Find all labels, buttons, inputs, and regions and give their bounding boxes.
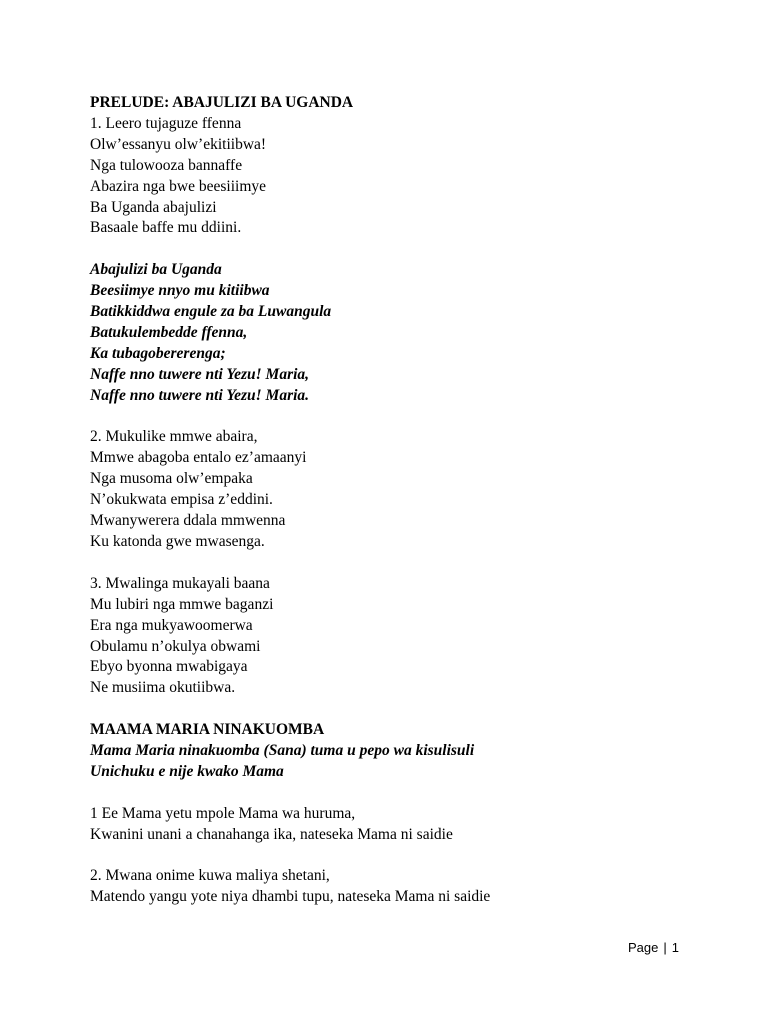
page-label: Page — [628, 940, 659, 955]
chorus-line: Batikkiddwa engule za ba Luwangula — [90, 303, 332, 321]
verse-line: Era nga mukyawoomerwa — [90, 616, 253, 634]
verse-line: Kwanini unani a chanahanga ika, nateseka Mama ni saidie — [90, 825, 453, 843]
verse-line: Olw’essanyu olw’ekitiibwa! — [90, 135, 267, 153]
verse-line: 1. Leero tujaguze ffenna — [90, 114, 242, 132]
spacer — [90, 699, 730, 720]
verse-line: Abazira nga bwe beesiiimye — [90, 177, 267, 195]
verse-line: Nga musoma olw’empaka — [90, 470, 253, 488]
chorus-line: Unichuku e nije kwako Mama — [90, 762, 284, 780]
verse-line: Mu lubiri nga mmwe baganzi — [90, 595, 274, 613]
chorus-line: Naffe nno tuwere nti Yezu! Maria, — [90, 365, 310, 383]
verse-1 — [90, 114, 730, 239]
verse-line: 2. Mwana onime kuwa maliya shetani, — [90, 867, 330, 885]
document-body — [90, 93, 730, 908]
verse-3 — [90, 574, 730, 699]
page-footer — [628, 939, 679, 957]
chorus-line: Beesiimye nnyo mu kitiibwa — [90, 282, 270, 300]
verse-line: Ba Uganda abajulizi — [90, 198, 217, 216]
chorus-line: Abajulizi ba Uganda — [90, 261, 222, 279]
verse-mama-2 — [90, 866, 730, 908]
verse-line: 2. Mukulike mmwe abaira, — [90, 428, 258, 446]
verse-line: Ebyo byonna mwabigaya — [90, 658, 248, 676]
chorus-abajulizi — [90, 260, 730, 406]
verse-line: Mwanywerera ddala mmwenna — [90, 512, 286, 530]
verse-line: Ne musiima okutiibwa. — [90, 679, 236, 697]
verse-line: N’okukwata empisa z’eddini. — [90, 491, 273, 509]
spacer — [90, 239, 730, 260]
chorus-line: Mama Maria ninakuomba (Sana) tuma u pepo wa kisulisuli — [90, 742, 475, 760]
verse-line: Matendo yangu yote niya dhambi tupu, nateseka Mama ni saidie — [90, 888, 491, 906]
chorus-line: Batukulembedde ffenna, — [90, 323, 248, 341]
verse-line: Nga tulowooza bannaffe — [90, 156, 243, 174]
verse-line: 3. Mwalinga mukayali baana — [90, 574, 270, 592]
spacer — [90, 783, 730, 804]
verse-line: 1 Ee Mama yetu mpole Mama wa huruma, — [90, 804, 356, 822]
spacer — [90, 846, 730, 867]
page-separator: | — [663, 940, 667, 955]
spacer — [90, 407, 730, 428]
chorus-line: Naffe nno tuwere nti Yezu! Maria. — [90, 386, 310, 404]
spacer — [90, 553, 730, 574]
page-number: 1 — [671, 940, 679, 955]
section-title-maama-maria: MAAMA MARIA NINAKUOMBA — [90, 721, 325, 739]
chorus-line: Ka tubagobererenga; — [90, 344, 226, 362]
verse-line: Ku katonda gwe mwasenga. — [90, 533, 265, 550]
verse-line: Mmwe abagoba entalo ez’amaanyi — [90, 449, 307, 467]
verse-2 — [90, 427, 730, 552]
chorus-mama-maria — [90, 741, 730, 783]
verse-line: Obulamu n’okulya obwami — [90, 637, 261, 655]
verse-mama-1 — [90, 804, 730, 846]
section-title-prelude: PRELUDE: ABAJULIZI BA UGANDA — [90, 94, 354, 111]
verse-line: Basaale baffe mu ddiini. — [90, 219, 242, 237]
